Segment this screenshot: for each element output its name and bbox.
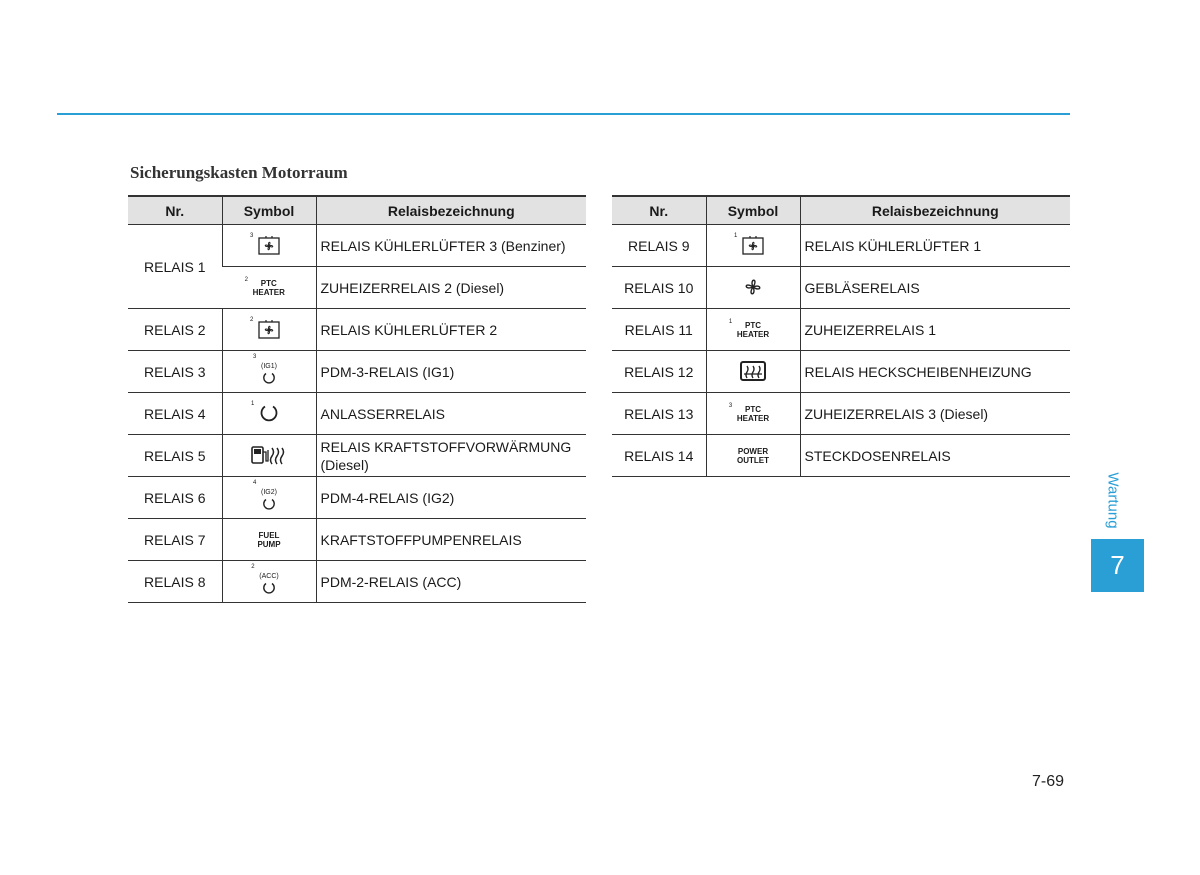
- relay-symbol: [222, 393, 316, 435]
- relay-number: RELAIS 5: [128, 435, 222, 477]
- relay-number: RELAIS 12: [612, 351, 706, 393]
- relay-number: RELAIS 4: [128, 393, 222, 435]
- relay-symbol: [706, 435, 800, 477]
- table-row: [128, 519, 586, 561]
- header-symbol: Symbol: [222, 196, 316, 225]
- table-row: [128, 309, 586, 351]
- relay-table-left: [128, 195, 586, 603]
- table-row: [128, 477, 586, 519]
- relay-symbol: [706, 309, 800, 351]
- relay-symbol: [706, 267, 800, 309]
- ignition-icon: 1: [259, 403, 279, 425]
- relay-table-right: [612, 195, 1070, 477]
- relay-symbol: [222, 435, 316, 477]
- relay-symbol: [222, 561, 316, 603]
- relay-name: GEBLÄSERELAIS: [800, 267, 1070, 309]
- ignition-icon: 2 (ACC): [259, 566, 278, 597]
- relay-name: PDM-2-RELAIS (ACC): [316, 561, 586, 603]
- relay-name: ZUHEIZERRELAIS 3 (Diesel): [800, 393, 1070, 435]
- section-title: Sicherungskasten Motorraum: [130, 163, 348, 182]
- table-row: [612, 351, 1070, 393]
- header-name: Relaisbezeichnung: [800, 196, 1070, 225]
- rear-defrost-icon: [740, 361, 766, 383]
- ignition-icon: 3 (IG1): [261, 356, 277, 387]
- relay-number: RELAIS 7: [128, 519, 222, 561]
- relay-symbol: [706, 393, 800, 435]
- relay-symbol: [222, 309, 316, 351]
- table-row: [128, 351, 586, 393]
- header-name: Relaisbezeichnung: [316, 196, 586, 225]
- table-row: [612, 393, 1070, 435]
- relay-symbol: [706, 351, 800, 393]
- relay-symbol: [222, 477, 316, 519]
- ptc-heater-label: 1 PTC HEATER: [728, 318, 770, 339]
- page-number: 7-69: [1032, 773, 1065, 790]
- relay-number: RELAIS 8: [128, 561, 222, 603]
- relay-name: ZUHEIZERRELAIS 1: [800, 309, 1070, 351]
- relay-name: RELAIS KÜHLERLÜFTER 1: [800, 225, 1070, 267]
- table-row: [612, 225, 1070, 267]
- fan-radiator-icon: 2: [258, 319, 280, 341]
- ignition-icon: 4 (IG2): [261, 482, 277, 513]
- relay-name: RELAIS HECKSCHEIBENHEIZUNG: [800, 351, 1070, 393]
- relay-name: RELAIS KÜHLERLÜFTER 2: [316, 309, 586, 351]
- table-row: [612, 309, 1070, 351]
- chapter-sidebar-label: Wartung: [1104, 472, 1122, 529]
- chapter-tab: 7: [1091, 539, 1144, 592]
- relay-name: ZUHEIZERRELAIS 2 (Diesel): [316, 267, 586, 309]
- table-row: [128, 435, 586, 477]
- relay-number: RELAIS 9: [612, 225, 706, 267]
- table-header-row: [128, 196, 586, 225]
- power-outlet-label: POWER OUTLET: [737, 446, 769, 465]
- top-rule: [57, 113, 1070, 115]
- fan-radiator-icon: 1: [742, 235, 764, 257]
- table-row: [128, 225, 586, 267]
- fuel-pump-label: FUEL PUMP: [257, 530, 281, 549]
- relay-number: RELAIS 6: [128, 477, 222, 519]
- fuel-heater-icon: [250, 444, 288, 468]
- relay-name: PDM-4-RELAIS (IG2): [316, 477, 586, 519]
- header-nr: Nr.: [128, 196, 222, 225]
- relay-symbol: [222, 351, 316, 393]
- relay-number: RELAIS 13: [612, 393, 706, 435]
- relay-name: ANLASSERRELAIS: [316, 393, 586, 435]
- header-symbol: Symbol: [706, 196, 800, 225]
- relay-number: RELAIS 14: [612, 435, 706, 477]
- blower-fan-icon: [741, 275, 765, 301]
- relay-symbol: [222, 519, 316, 561]
- relay-number: RELAIS 11: [612, 309, 706, 351]
- relay-symbol: [706, 225, 800, 267]
- relay-symbol: [222, 267, 316, 309]
- ptc-heater-label: 3 PTC HEATER: [728, 402, 770, 423]
- relay-number: RELAIS 10: [612, 267, 706, 309]
- table-row: [128, 393, 586, 435]
- table-row: [612, 267, 1070, 309]
- relay-name: KRAFTSTOFFPUMPENRELAIS: [316, 519, 586, 561]
- ptc-heater-label: 2 PTC HEATER: [244, 276, 285, 297]
- relay-symbol: [222, 225, 316, 267]
- relay-number: RELAIS 3: [128, 351, 222, 393]
- relay-number: RELAIS 1: [128, 225, 222, 309]
- relay-name: RELAIS KRAFTSTOFFVORWÄRMUNG (Diesel): [316, 435, 586, 477]
- relay-number: RELAIS 2: [128, 309, 222, 351]
- relay-name: PDM-3-RELAIS (IG1): [316, 351, 586, 393]
- header-nr: Nr.: [612, 196, 706, 225]
- table-row: [612, 435, 1070, 477]
- fan-radiator-icon: 3: [258, 235, 280, 257]
- relay-name: STECKDOSENRELAIS: [800, 435, 1070, 477]
- relay-name: RELAIS KÜHLERLÜFTER 3 (Benziner): [316, 225, 586, 267]
- table-row: [128, 561, 586, 603]
- table-header-row: [612, 196, 1070, 225]
